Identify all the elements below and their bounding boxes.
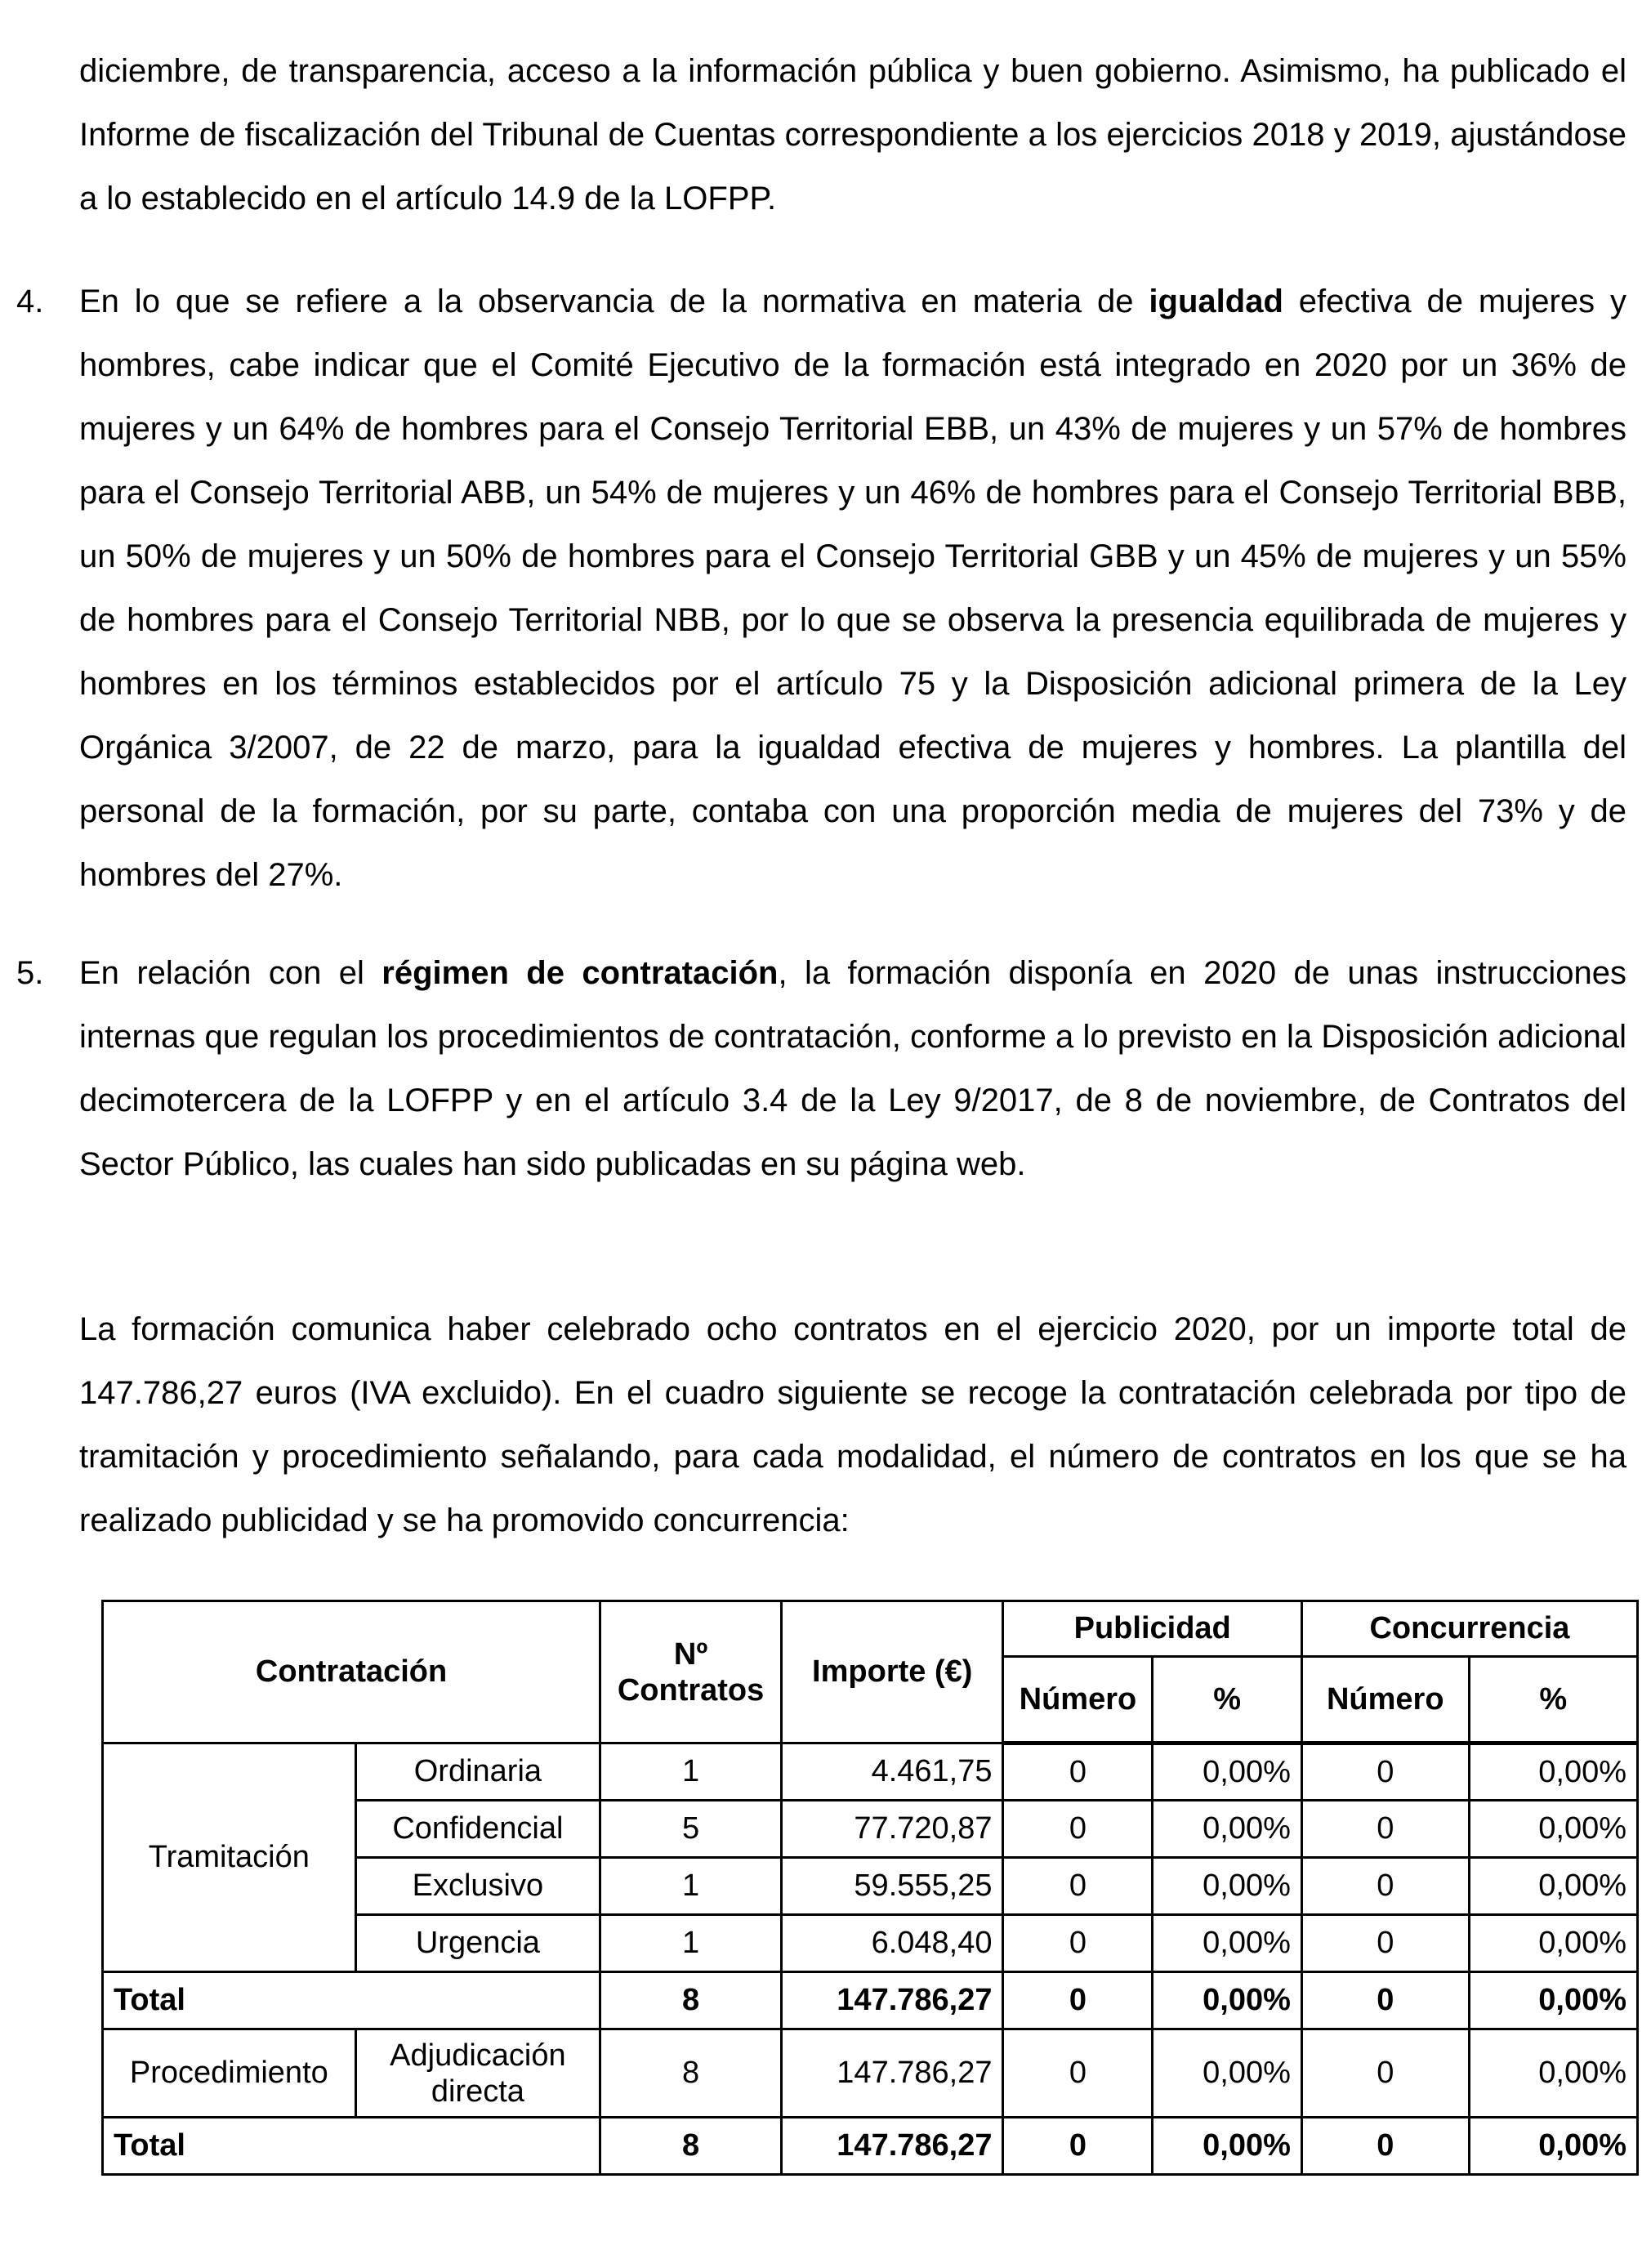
total-importe: 147.786,27 [781, 2118, 1003, 2175]
row-pub-n: 0 [1003, 2029, 1153, 2118]
row-tipo: Ordinaria [355, 1743, 600, 1801]
row-importe: 147.786,27 [781, 2029, 1003, 2118]
tramitacion-label: Tramitación [103, 1743, 356, 1972]
row-con-n: 0 [1301, 1915, 1469, 1972]
row-n: 1 [600, 1743, 782, 1801]
total-pub-pct: 0,00% [1153, 2118, 1302, 2175]
row-tipo: Adjudicación directa [355, 2029, 600, 2118]
row-con-pct: 0,00% [1469, 1743, 1637, 1801]
row-importe: 6.048,40 [781, 1915, 1003, 1972]
contracts-paragraph: La formación comunica haber celebrado ocho contratos en el ejercicio 2020, por un importe total de 147.786,27 euros (IVA excluido). En el cuadro siguiente se recoge la contratación celebrada por tipo de tramitación y procedimiento señalando, para cada modalidad, el número de contratos en los que se ha realizado publicidad y se ha promovido concurrencia: [79, 1311, 1626, 1538]
row-pub-n: 0 [1003, 1743, 1153, 1801]
row-pub-pct: 0,00% [1153, 1858, 1302, 1915]
total-con-n: 0 [1301, 1972, 1469, 2029]
total-con-pct: 0,00% [1469, 2118, 1637, 2175]
item-4-text-post: efectiva de mujeres y hombres, cabe indicar que el Comité Ejecutivo de la formación está integrado en 2020 por un 36% de mujeres y un 64% de hombres para el Consejo Territorial EBB, un 43% de mujeres y un 57% de hombres para el Consejo Territorial ABB, un 54% de mujeres y un 46% de hombres para el Consejo Territorial BBB, un 50% de mujeres y un 50% de hombres para el Consejo Territorial GBB y un 45% de mujeres y un 55% de hombres para el Consejo Territorial NBB, por lo que se observa la presencia equilibrada de mujeres y hombres en los términos establecidos por el artículo 75 y la Disposición adicional primera de la Ley Orgánica 3/2007, de 22 de marzo, para la igualdad efectiva de mujeres y hombres. La plantilla del personal de la formación, por su parte, contaba con una proporción media de mujeres del 73% y de hombres del 27%. [79, 284, 1627, 893]
total-con-pct: 0,00% [1469, 1972, 1637, 2029]
row-con-n: 0 [1301, 2029, 1469, 2118]
row-n: 8 [600, 2029, 782, 2118]
total-n: 8 [600, 1972, 782, 2029]
row-con-pct: 0,00% [1469, 1801, 1637, 1858]
total-label: Total [103, 2118, 600, 2175]
header-importe: Importe (€) [781, 1601, 1003, 1743]
item-4-text-pre: En lo que se refiere a la observancia de la normativa en materia de [79, 284, 1149, 319]
row-n: 1 [600, 1858, 782, 1915]
row-tipo: Urgencia [355, 1915, 600, 1972]
row-con-n: 0 [1301, 1858, 1469, 1915]
item-5-paragraph [79, 941, 1626, 1196]
item-4-paragraph [79, 270, 1626, 907]
row-importe: 4.461,75 [781, 1743, 1003, 1801]
header-n-contratos: Nº Contratos [600, 1601, 782, 1743]
row-con-n: 0 [1301, 1801, 1469, 1858]
total-pub-pct: 0,00% [1153, 1972, 1302, 2029]
row-con-pct: 0,00% [1469, 1915, 1637, 1972]
header-con-numero: Número [1301, 1657, 1469, 1743]
row-importe: 59.555,25 [781, 1858, 1003, 1915]
contracts-table [101, 1600, 1639, 2176]
header-pub-numero: Número [1003, 1657, 1153, 1743]
row-n: 5 [600, 1801, 782, 1858]
row-tipo: Confidencial [355, 1801, 600, 1858]
header-pub-pct: % [1153, 1657, 1302, 1743]
row-con-pct: 0,00% [1469, 1858, 1637, 1915]
row-n: 1 [600, 1915, 782, 1972]
total-n: 8 [600, 2118, 782, 2175]
row-pub-pct: 0,00% [1153, 1801, 1302, 1858]
row-pub-pct: 0,00% [1153, 2029, 1302, 2118]
table-row [103, 1743, 1638, 1801]
intro-paragraph: diciembre, de transparencia, acceso a la información pública y buen gobierno. Asimismo, ha publicado el Informe de fiscalización del Tribunal de Cuentas correspondiente a los ejercicios 2018 y 2019, ajustándose a lo establecido en el artículo 14.9 de la LOFPP. [79, 53, 1626, 217]
row-con-n: 0 [1301, 1743, 1469, 1801]
row-pub-pct: 0,00% [1153, 1915, 1302, 1972]
procedimiento-label: Procedimiento [103, 2029, 356, 2118]
header-publicidad: Publicidad [1003, 1601, 1301, 1657]
total-pub-n: 0 [1003, 2118, 1153, 2175]
item-5-text-pre: En relación con el [79, 955, 382, 991]
row-pub-pct: 0,00% [1153, 1743, 1302, 1801]
item-4-number: 4. [16, 284, 44, 319]
table-row [103, 2029, 1638, 2118]
header-con-pct: % [1469, 1657, 1637, 1743]
item-5-number: 5. [16, 955, 44, 991]
item-5-text-post: , la formación disponía en 2020 de unas instrucciones internas que regulan los procedimientos de contratación, conforme a lo previsto en la Disposición adicional decimotercera de la LOFPP y en el artículo 3.4 de la Ley 9/2017, de 8 de noviembre, de Contratos del Sector Público, las cuales han sido publicadas en su página web. [79, 955, 1626, 1182]
row-con-pct: 0,00% [1469, 2029, 1637, 2118]
item-5-bold: régimen de contratación [382, 955, 779, 991]
row-importe: 77.720,87 [781, 1801, 1003, 1858]
total-label: Total [103, 1972, 600, 2029]
row-pub-n: 0 [1003, 1858, 1153, 1915]
total-importe: 147.786,27 [781, 1972, 1003, 2029]
row-pub-n: 0 [1003, 1801, 1153, 1858]
item-4-bold: igualdad [1149, 284, 1283, 319]
header-contratacion: Contratación [103, 1601, 600, 1743]
header-concurrencia: Concurrencia [1301, 1601, 1637, 1657]
row-pub-n: 0 [1003, 1915, 1153, 1972]
total-con-n: 0 [1301, 2118, 1469, 2175]
total-row [103, 1972, 1638, 2029]
total-pub-n: 0 [1003, 1972, 1153, 2029]
row-tipo: Exclusivo [355, 1858, 600, 1915]
total-row [103, 2118, 1638, 2175]
